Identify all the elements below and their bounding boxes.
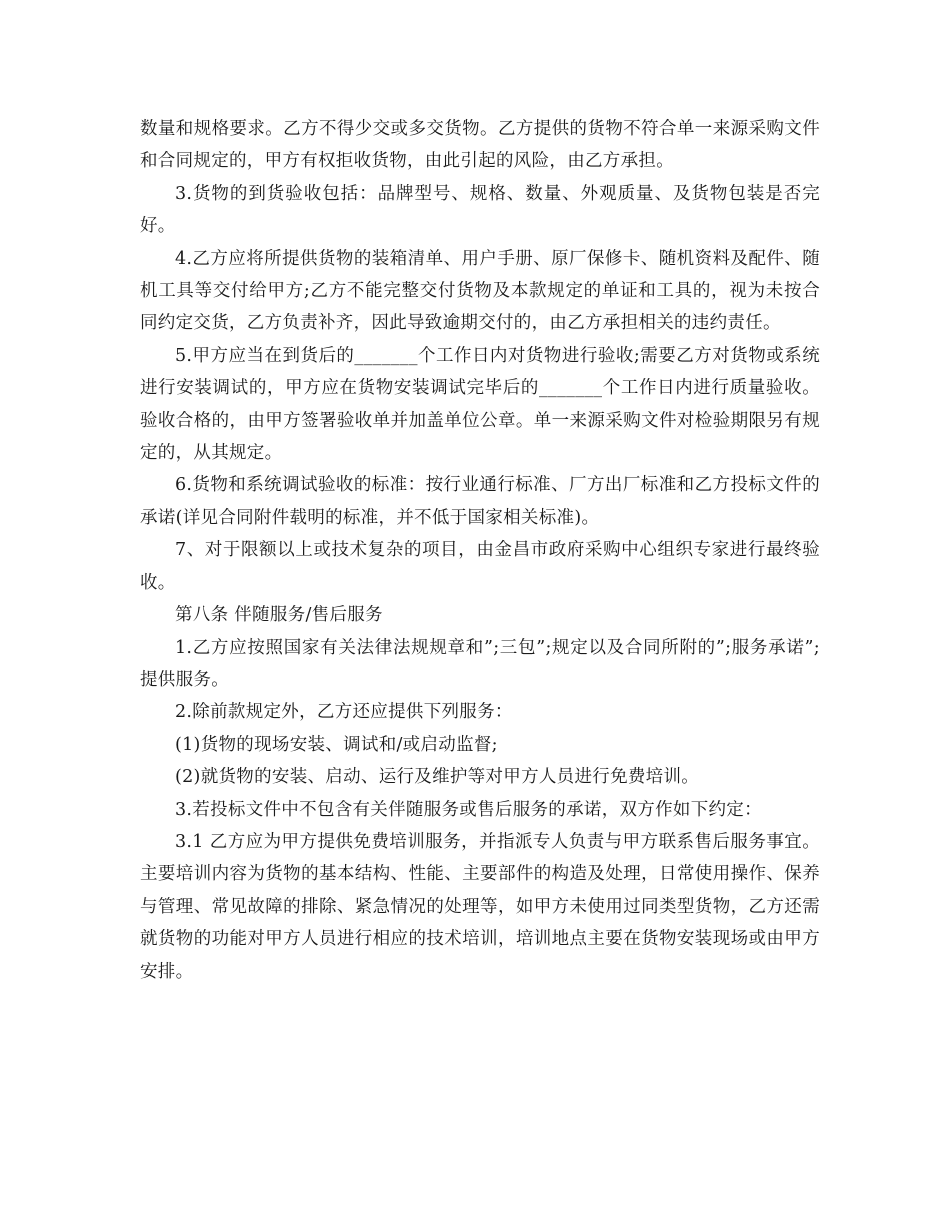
paragraph: 3.1 乙方应为甲方提供免费培训服务，并指派专人负责与甲方联系售后服务事宜。主要培训内容为货物的基本结构、性能、主要部件的构造及处理，日常使用操作、保养与管理、常见故障的排除、紧急情况的处理等，如甲方未使用过同类型货物，乙方还需就货物的功能对甲方人员进行相应的技术培训，培训地点主要在货物安装现场或由甲方安排。 [140,831,820,982]
paragraph: 3.若投标文件中不包含有关伴随服务或售后服务的承诺，双方作如下约定： [175,799,762,820]
section-heading: 第八条 伴随服务/售后服务 [175,605,383,626]
list-item: (1)货物的现场安装、调试和/或启动监督; [175,734,498,755]
paragraph: 2.除前款规定外，乙方还应提供下列服务： [175,702,513,723]
paragraph: 6.货物和系统调试验收的标准：按行业通行标准、厂方出厂标准和乙方投标文件的承诺(详见合同附件载明的标准，并不低于国家相关标准)。 [140,475,820,528]
paragraph: 3.货物的到货验收包括：品牌型号、规格、数量、外观质量、及货物包装是否完好。 [140,183,820,237]
list-item: (2)就货物的安装、启动、运行及维护等对甲方人员进行免费培训。 [175,767,700,788]
document-body [140,113,820,988]
paragraph: 5.甲方应当在到货后的_______个工作日内对货物进行验收;需要乙方对货物或系统进行安装调试的，甲方应在货物安装调试完毕后的_______个工作日内进行质量验收。验收合格的，由甲方签署验收单并加盖单位公章。单一来源采购文件对检验期限另有规定的，从其规定。 [140,345,820,464]
paragraph: 7、对于限额以上或技术复杂的项目，由金昌市政府采购中心组织专家进行最终验收。 [140,540,820,593]
paragraph: 1.乙方应按照国家有关法律法规规章和”;三包”;规定以及合同所附的”;服务承诺”;提供服务。 [140,637,820,690]
paragraph: 4.乙方应将所提供货物的装箱清单、用户手册、原厂保修卡、随机资料及配件、随机工具等交付给甲方;乙方不能完整交付货物及本款规定的单证和工具的，视为未按合同约定交货，乙方负责补齐，因此导致逾期交付的，由乙方承担相关的违约责任。 [140,248,820,334]
paragraph: 数量和规格要求。乙方不得少交或多交货物。乙方提供的货物不符合单一来源采购文件和合同规定的，甲方有权拒收货物，由此引起的风险，由乙方承担。 [140,119,820,172]
